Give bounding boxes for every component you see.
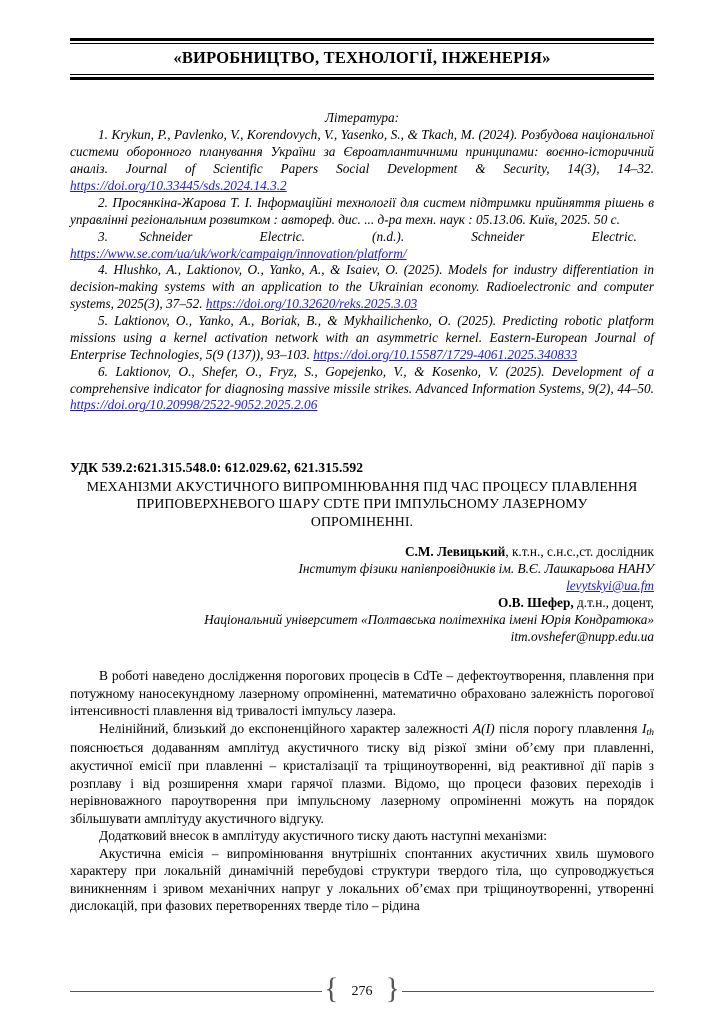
author-email xyxy=(70,577,654,594)
reference-number: 3. xyxy=(98,228,108,244)
footer-rule-right xyxy=(402,991,654,992)
math-symbol-a-of-i: A(I) xyxy=(472,720,495,736)
author-fullname: О.В. Шефер, xyxy=(498,595,574,610)
footer-brace-right: } xyxy=(385,972,400,1005)
reference-text: Hlushko, A., Laktionov, O., Yanko, A., & Isaiev, O. (2025). Models for industry differentiation in decision-making systems with an application to the Ukrainian economy. Radioelectronic and computer systems, 2025(3), 37–52. xyxy=(70,262,654,312)
footer-rule-left xyxy=(70,991,322,992)
body-paragraph: В роботі наведено дослідження порогових процесів в CdTe – дефектоутворення, плавлення при потужному наносекундному лазерному опроміненні, математично обраховано залежність порогової інтенсивності плавлення від тривалості імпульсу лазера. xyxy=(70,668,654,719)
reference-link[interactable]: https://doi.org/10.20998/2522-9052.2025.2.06 xyxy=(70,397,318,413)
reference-link[interactable]: https://doi.org/10.15587/1729-4061.2025.340833 xyxy=(313,346,578,362)
page-number: 276 xyxy=(351,984,373,999)
author-name xyxy=(70,543,654,560)
authors-block xyxy=(70,543,654,645)
author-degrees: д.т.н., доцент, xyxy=(573,595,654,610)
reference-item xyxy=(70,127,654,195)
reference-number: 2. xyxy=(98,194,108,210)
reference-number: 4. xyxy=(98,262,108,278)
article-title-line: ОПРОМІНЕННІ. xyxy=(310,513,414,529)
reference-link-row xyxy=(70,246,654,263)
body-paragraph xyxy=(70,720,654,827)
reference-number: 1. xyxy=(98,127,108,143)
reference-text: Laktionov, O., Shefer, O., Fryz, S., Gopejenko, V., & Kosenko, V. (2025). Development of a comprehensive indicator for diagnosing massive missile strikes. Advanced Information Systems, 9(2), 44–50. xyxy=(70,363,655,396)
author-name xyxy=(70,594,654,611)
reference-text: Schneider Electric. (n.d.). Schneider Electric. xyxy=(139,228,637,244)
author-email: itm.ovshefer@nupp.edu.ua xyxy=(510,629,654,645)
reference-item xyxy=(70,262,654,313)
body-text-fragment: після порогу плавлення xyxy=(494,720,642,736)
author-fullname: С.М. Левицький xyxy=(404,543,506,559)
body-paragraph: Акустична емісія – випромінювання внутрішніх спонтанних акустичних хвиль шумового характеру при локальній динамічній перебудові структури твердого тіла, що супроводжується виникненням і зривом механічних напруг у локальних об’ємах при тріщиноутворенні, утворенні дислокацій, при фазових перетвореннях тверде тіло – рідина xyxy=(70,845,654,914)
author-affiliation: Інститут фізики напівпровідників ім. В.Є. Лашкарьова НАНУ xyxy=(298,560,654,576)
reference-item xyxy=(70,229,654,246)
page-footer xyxy=(70,974,654,1008)
article-title-line: ПРИПОВЕРХНЕВОГО ШАРУ CDTE ПРИ ІМПУЛЬСНОМУ ЛАЗЕРНОМУ xyxy=(136,496,588,512)
running-header-title: «ВИРОБНИЦТВО, ТЕХНОЛОГІЇ, ІНЖЕНЕРІЯ» xyxy=(173,48,551,67)
references-heading: Література: xyxy=(324,109,400,125)
reference-item xyxy=(70,195,654,229)
reference-item xyxy=(70,313,654,364)
reference-item xyxy=(70,364,654,415)
reference-link[interactable]: https://doi.org/10.33445/sds.2024.14.3.2 xyxy=(70,178,287,193)
reference-link[interactable]: https://www.se.com/ua/uk/work/campaign/innovation/platform/ xyxy=(70,245,407,261)
reference-number: 5. xyxy=(98,313,108,328)
math-base: I xyxy=(641,720,647,736)
author-degrees: , к.т.н., с.н.с.,ст. дослідник xyxy=(505,543,654,559)
running-header xyxy=(70,38,654,80)
references-section xyxy=(70,110,654,415)
reference-text: Krykun, P., Pavlenko, V., Korendovych, V., Yasenko, S., & Tkach, M. (2024). Розбудова національної системи оборонного планування України за Євроатлантичними принципами: воєнно-історичний аналіз. Journal of Scientific Papers Social Development & Security, 14(3), 14–32. xyxy=(70,127,654,177)
article-title-line: МЕХАНІЗМИ АКУСТИЧНОГО ВИПРОМІНЮВАННЯ ПІД ЧАС ПРОЦЕСУ ПЛАВЛЕННЯ xyxy=(86,479,638,495)
reference-number: 6. xyxy=(98,363,108,379)
udc-code: УДК 539.2:621.315.548.0: 612.029.62, 621.315.592 xyxy=(70,460,364,476)
math-subscript: th xyxy=(646,726,654,738)
reference-text: Laktionov, O., Yanko, A., Boriak, B., & Mykhailichenko, O. (2025). Predicting robotic platform missions using a kernel activation network with an asymmetric kernel. Eastern-European Journal of Enterprise Technologies, 5(9 (137)), 93–103. xyxy=(70,313,654,362)
body-text-fragment: пояснюється додаванням амплітуд акустичного тиску від різкої зміни об’єму при плавленні, акустичної емісії при плавленні – кристалізації та тріщиноутворенні, від реактивної дії парів з розплаву і від розширення хмари гарячої плазми. Відомо, що процеси фазових переходів і нерівноважного пароутворення при імпульсному лазерному опроміненні можуть на порядок збільшувати амплітуду акустичного відгуку. xyxy=(70,740,654,826)
author-email-link[interactable]: levytskyi@ua.fm xyxy=(566,577,654,593)
reference-link[interactable]: https://doi.org/10.32620/reks.2025.3.03 xyxy=(205,296,418,312)
article-title xyxy=(70,478,654,530)
math-symbol-i-threshold xyxy=(642,721,654,736)
body-text-fragment: Нелінійний, близький до експоненційного характер залежності xyxy=(99,720,473,736)
author-affiliation: Національний університет «Полтавська політехніка імені Юрія Кондратюка» xyxy=(204,612,654,628)
footer-brace-left: { xyxy=(324,972,339,1005)
article-body xyxy=(70,667,654,915)
reference-text: Просянкіна-Жарова Т. І. Інформаційні технології для систем підтримки прийняття рішень в управлінні регіональним розвитком : автореф. дис. ... д-ра техн. наук : 05.13.06. Київ, 2025. 50 с. xyxy=(70,194,654,227)
body-paragraph: Додатковий внесок в амплітуду акустичного тиску дають наступні механізми: xyxy=(99,828,547,844)
